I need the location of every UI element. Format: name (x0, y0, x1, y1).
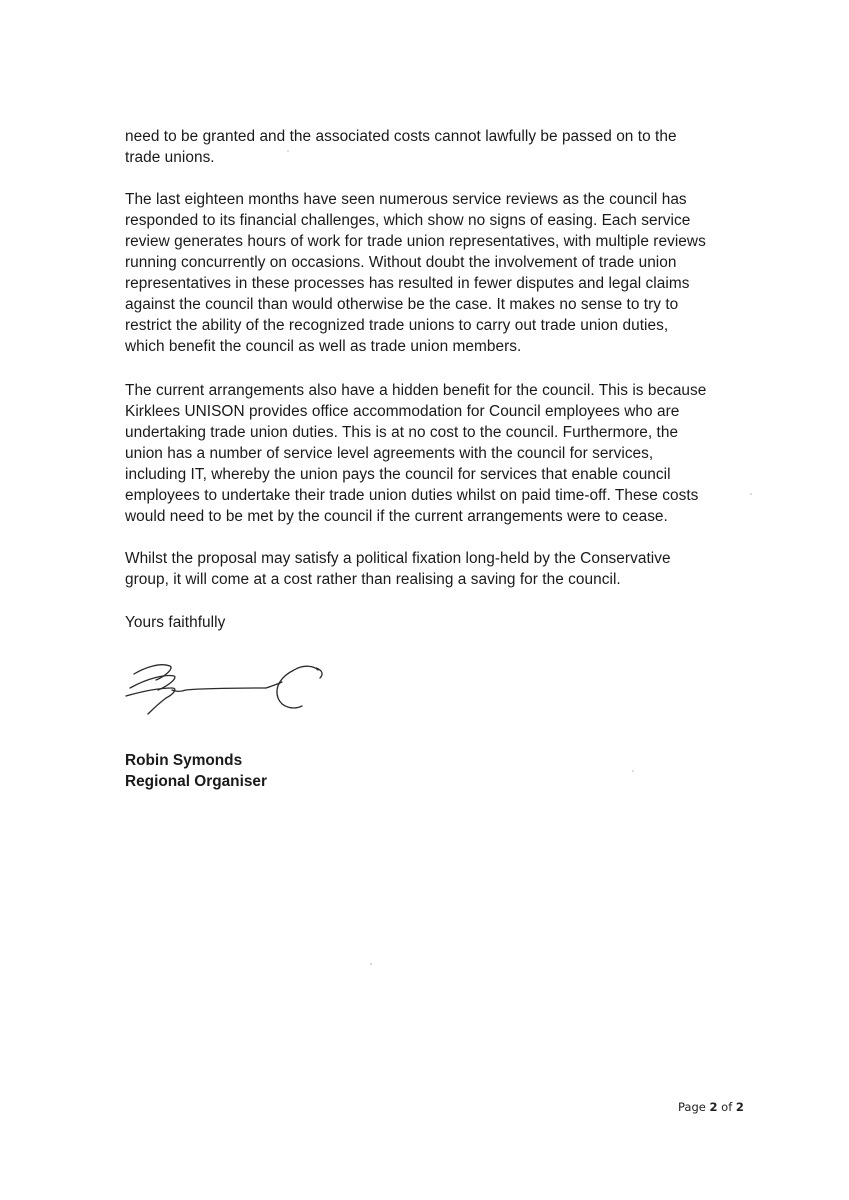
scan-speck (370, 963, 372, 965)
paragraph-service-reviews (125, 189, 765, 357)
scan-speck (632, 770, 634, 772)
page-total: 2 (735, 1100, 744, 1114)
page-of-label: of (721, 1100, 733, 1114)
signatory-block (125, 750, 267, 792)
text-line: responded to its financial challenges, which show no signs of easing. Each service (125, 212, 691, 229)
text-line: running concurrently on occasions. Without doubt the involvement of trade union (125, 254, 677, 271)
scan-speck (287, 150, 289, 152)
paragraph-continuation (125, 126, 765, 168)
text-line: union has a number of service level agreements with the council for services, (125, 445, 654, 462)
text-line: Kirklees UNISON provides office accommodation for Council employees who are (125, 403, 680, 420)
text-line: employees to undertake their trade union duties whilst on paid time-off. These costs (125, 487, 699, 504)
scan-speck (750, 493, 752, 495)
text-line: need to be granted and the associated costs cannot lawfully be passed on to the (125, 128, 677, 145)
closing-salutation (125, 612, 765, 633)
text-line: group, it will come at a cost rather than realising a saving for the council. (125, 571, 621, 588)
handwritten-signature (118, 652, 338, 722)
text-line: undertaking trade union duties. This is at no cost to the council. Furthermore, the (125, 424, 679, 441)
text-line: representatives in these processes has resulted in fewer disputes and legal claims (125, 275, 690, 292)
text-line: restrict the ability of the recognized trade unions to carry out trade union duties, (125, 317, 669, 334)
paragraph-conclusion (125, 548, 765, 590)
signatory-name: Robin Symonds (125, 752, 243, 769)
signatory-title: Regional Organiser (125, 773, 267, 790)
closing-text: Yours faithfully (125, 614, 226, 631)
paragraph-hidden-benefit (125, 380, 765, 527)
text-line: including IT, whereby the union pays the council for services that enable council (125, 466, 671, 483)
text-line: which benefit the council as well as trade union members. (125, 338, 522, 355)
text-line: against the council than would otherwise be the case. It makes no sense to try to (125, 296, 679, 313)
text-line: Whilst the proposal may satisfy a political fixation long-held by the Conservative (125, 550, 671, 567)
text-line: The last eighteen months have seen numerous service reviews as the council has (125, 191, 687, 208)
text-line: would need to be met by the council if the current arrangements were to cease. (125, 508, 668, 525)
text-line: trade unions. (125, 149, 215, 166)
text-line: review generates hours of work for trade union representatives, with multiple reviews (125, 233, 706, 250)
page-number-footer (678, 1100, 744, 1114)
page-current: 2 (709, 1100, 718, 1114)
text-line: The current arrangements also have a hidden benefit for the council. This is because (125, 382, 707, 399)
page-label: Page (678, 1100, 706, 1114)
